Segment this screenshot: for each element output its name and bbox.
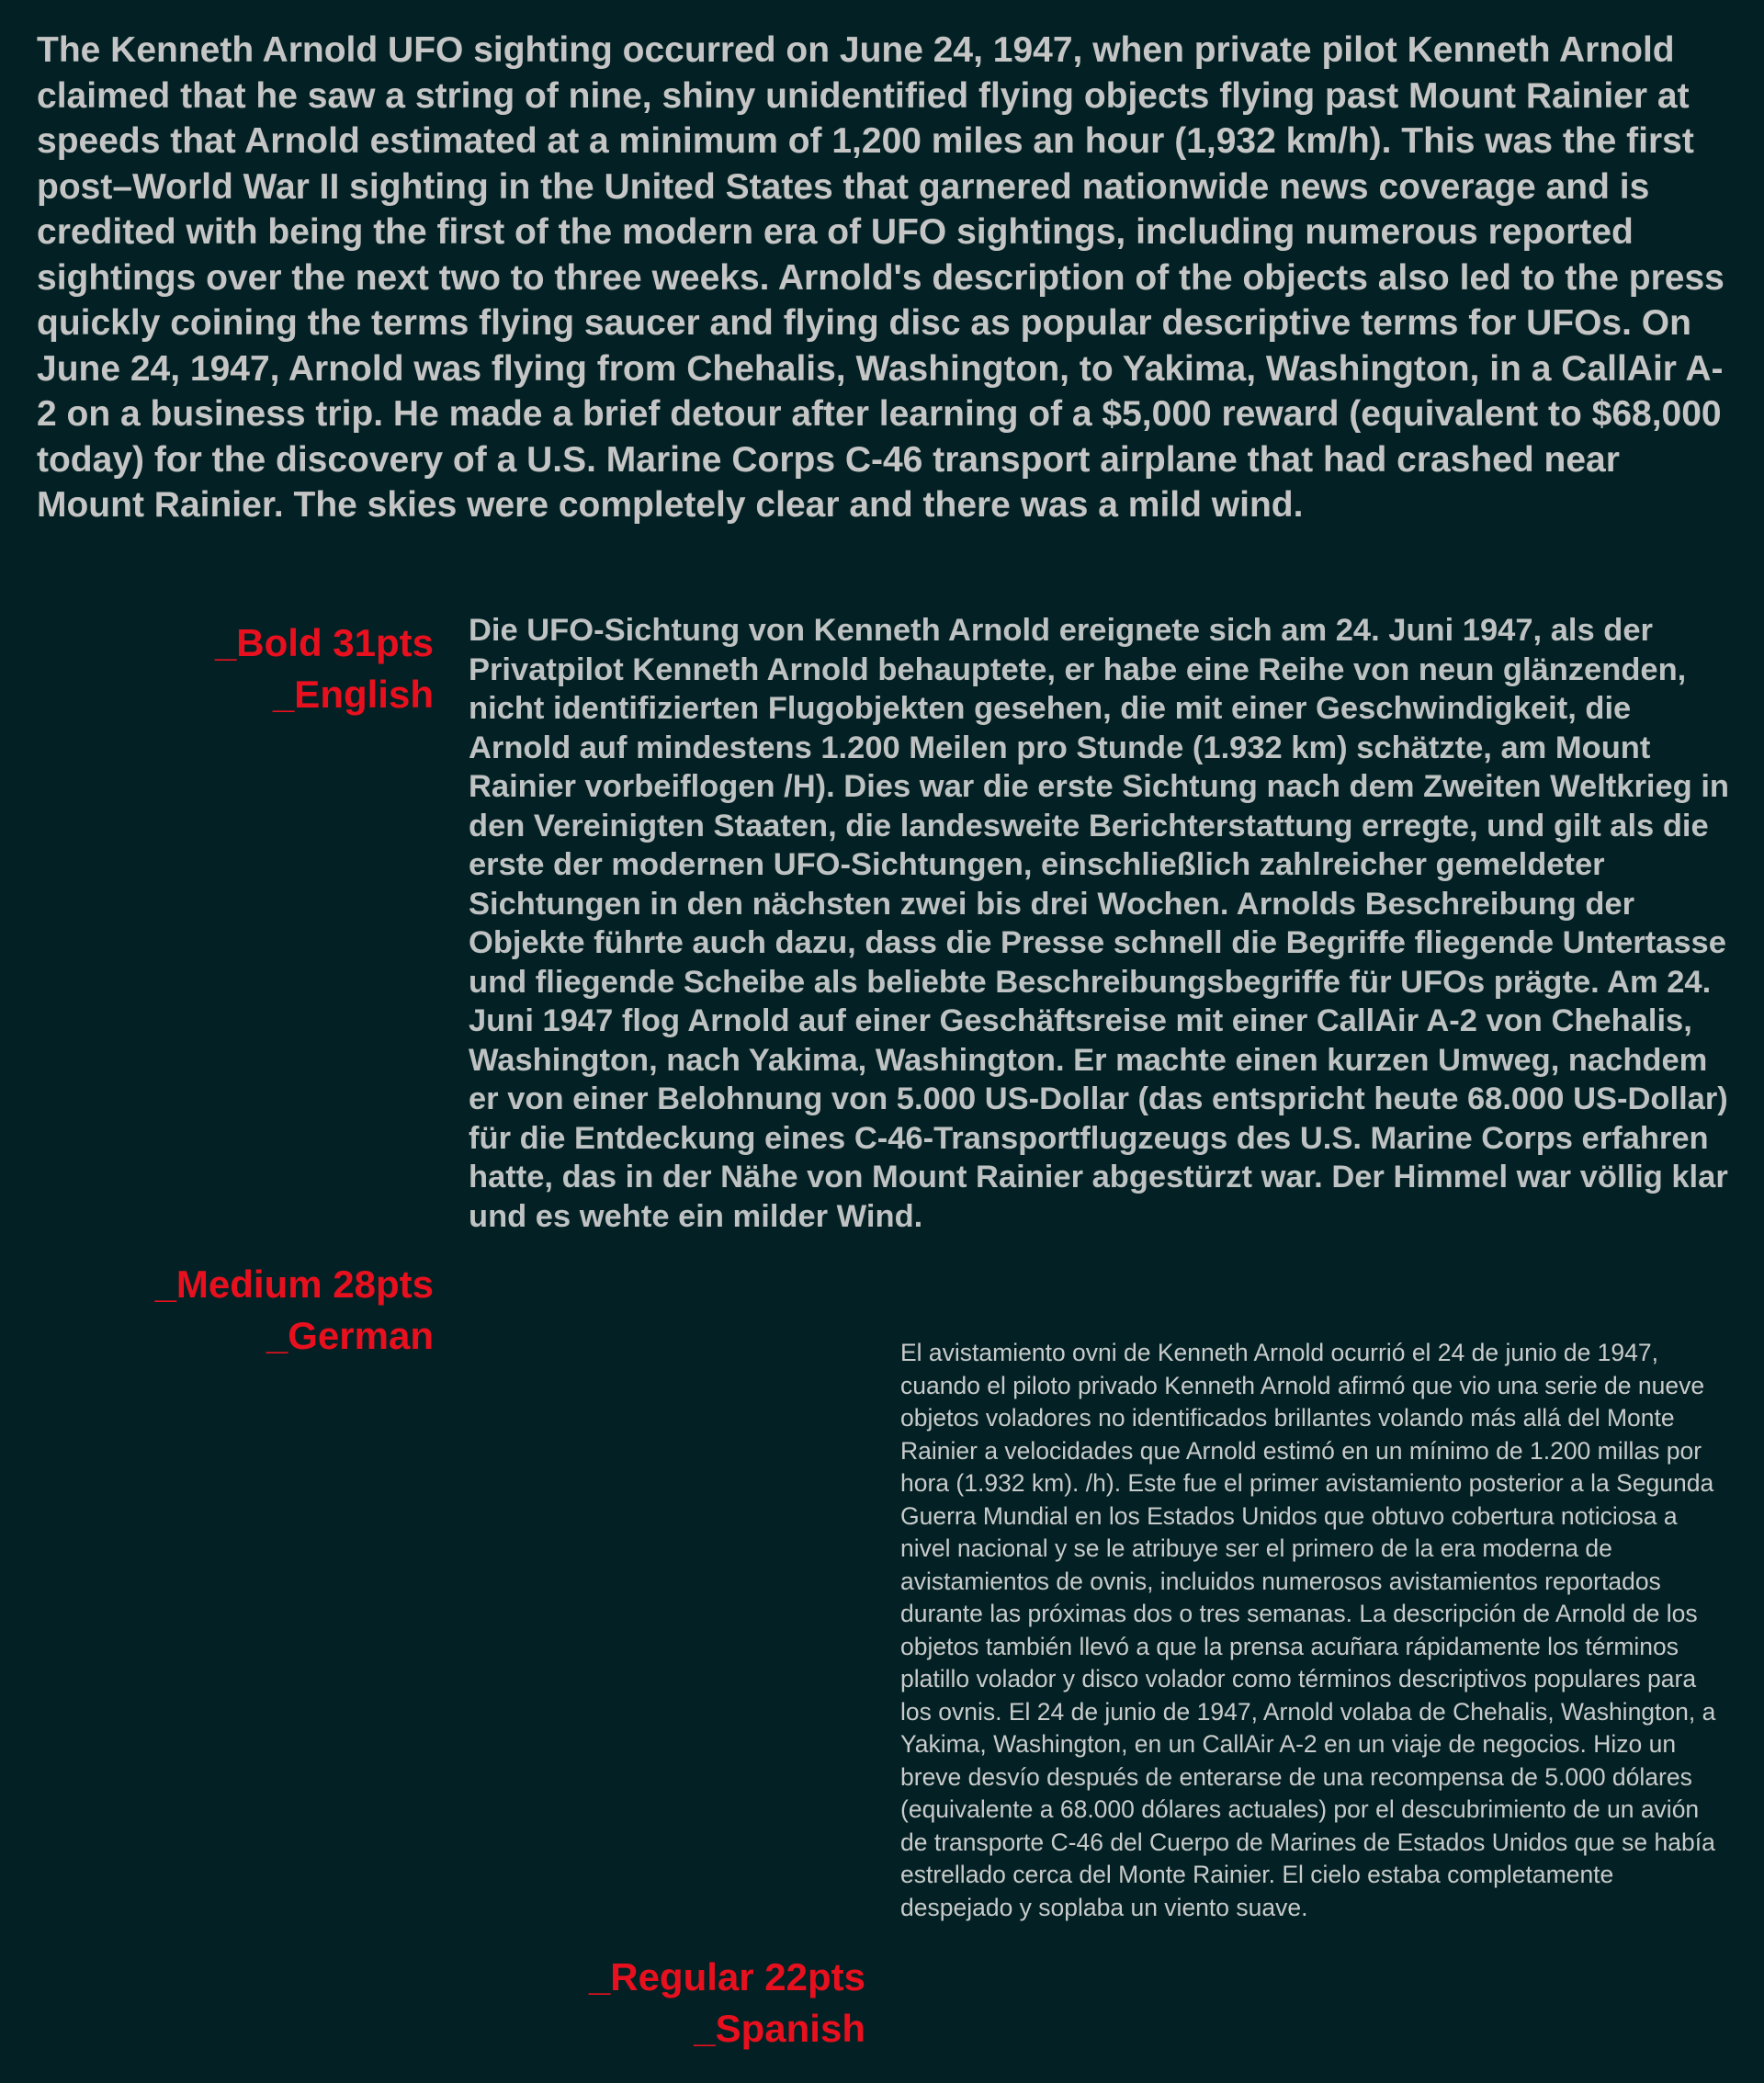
german-style-label <box>155 1259 434 1362</box>
german-sample-paragraph: Die UFO-Sichtung von Kenneth Arnold ereignete sich am 24. Juni 1947, als der Privatpilot Kenneth Arnold behauptete, er habe eine Reihe von neun glänzenden, nicht identifizierten Flugobjekten gesehen, die mit einer Geschwindigkeit, die Arnold auf mindestens 1.200 Meilen pro Stunde (1.932 km) schätzte, am Mount Rainier vorbeiflogen /H). Dies war die erste Sichtung nach dem Zweiten Weltkrieg in den Vereinigten Staaten, die landesweite Berichterstattung erregte, und gilt als die erste der modernen UFO-Sichtungen, einschließlich zahlreicher gemeldeter Sichtungen in den nächsten zwei bis drei Wochen. Arnolds Beschreibung der Objekte führte auch dazu, dass die Presse schnell die Begriffe fliegende Untertasse und fliegende Scheibe als beliebte Beschreibungsbegriffe für UFOs prägte. Am 24. Juni 1947 flog Arnold auf einer Geschäftsreise mit einer CallAir A-2 von Chehalis, Washington, nach Yakima, Washington. Er machte einen kurzen Umweg, nachdem er von einer Belohnung von 5.000 US-Dollar (das entspricht heute 68.000 US-Dollar) für die Entdeckung eines C-46-Transportflugzeugs des U.S. Marine Corps erfahren hatte, das in der Nähe von Mount Rainier abgestürzt war. Der Himmel war völlig klar und es wehte ein milder Wind. <box>469 613 1729 1234</box>
spanish-style-label <box>589 1952 865 2055</box>
english-sample-paragraph: The Kenneth Arnold UFO sighting occurred on June 24, 1947, when private pilot Kenneth Arnold claimed that he saw a string of nine, shiny unidentified flying objects flying past Mount Rainier at speeds that Arnold estimated at a minimum of 1,200 miles an hour (1,932 km/h). This was the first post–World War II sighting in the United States that garnered nationwide news coverage and is credited with being the first of the modern era of UFO sightings, including numerous reported sightings over the next two to three weeks. Arnold's description of the objects also led to the press quickly coining the terms flying saucer and flying disc as popular descriptive terms for UFOs. On June 24, 1947, Arnold was flying from Chehalis, Washington, to Yakima, Washington, in a CallAir A-2 on a business trip. He made a brief detour after learning of a $5,000 reward (equivalent to $68,000 today) for the discovery of a U.S. Marine Corps C-46 transport airplane that had crashed near Mount Rainier. The skies were completely clear and there was a mild wind. <box>37 30 1724 525</box>
spanish-sample-paragraph: El avistamiento ovni de Kenneth Arnold ocurrió el 24 de junio de 1947, cuando el piloto privado Kenneth Arnold afirmó que vio una serie de nueve objetos voladores no identificados brillantes volando más allá del Monte Rainier a velocidades que Arnold estimó en un mínimo de 1.200 millas por hora (1.932 km). /h). Este fue el primer avistamiento posterior a la Segunda Guerra Mundial en los Estados Unidos que obtuvo cobertura noticiosa a nivel nacional y se le atribuye ser el primero de la era moderna de avistamientos de ovnis, incluidos numerosos avistamientos reportados durante las próximas dos o tres semanas. La descripción de Arnold de los objetos también llevó a que la prensa acuñara rápidamente los términos platillo volador y disco volador como términos descriptivos populares para los ovnis. El 24 de junio de 1947, Arnold volaba de Chehalis, Washington, a Yakima, Washington, en un CallAir A-2 en un viaje de negocios. Hizo un breve desvío después de enterarse de una recompensa de 5.000 dólares (equivalente a 68.000 dólares actuales) por el descubrimiento de un avión de transporte C-46 del Cuerpo de Marines de Estados Unidos que se había estrellado cerca del Monte Rainier. El cielo estaba completamente despejado y soplaba un viento suave. <box>900 1339 1716 1921</box>
english-language-label: _English <box>272 673 434 716</box>
german-language-label: _German <box>266 1314 434 1357</box>
english-weight-label: _Bold 31pts <box>214 621 434 664</box>
spanish-weight-label: _Regular 22pts <box>588 1955 865 1998</box>
english-style-label <box>215 617 434 720</box>
german-weight-label: _Medium 28pts <box>154 1262 434 1306</box>
spanish-language-label: _Spanish <box>694 2007 865 2050</box>
